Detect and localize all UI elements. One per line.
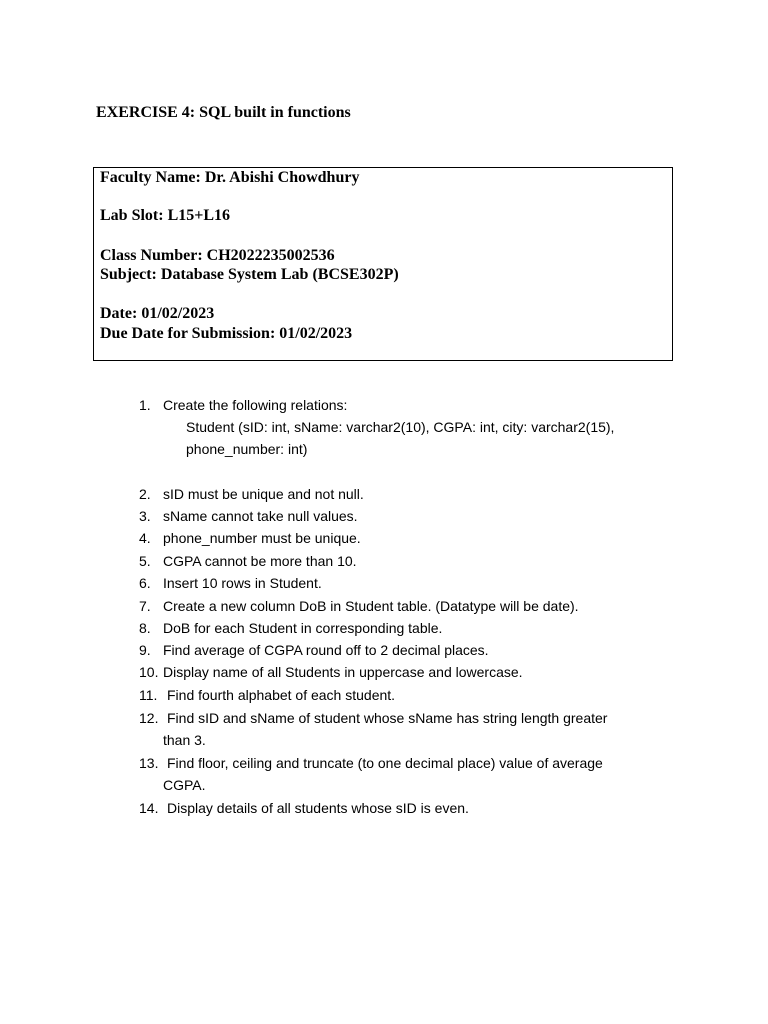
list-item-number: 7. bbox=[139, 598, 151, 614]
date: Date: 01/02/2023 bbox=[100, 305, 215, 322]
list-item-text: Create a new column DoB in Student table. (Datatype will be date). bbox=[163, 598, 579, 614]
list-item-number: 13. bbox=[139, 755, 159, 771]
list-item-text: CGPA cannot be more than 10. bbox=[163, 553, 357, 569]
list-item-text: Insert 10 rows in Student. bbox=[163, 575, 322, 591]
list-item-number: 4. bbox=[139, 530, 151, 546]
list-item-number: 2. bbox=[139, 486, 151, 502]
list-item-number: 11. bbox=[139, 687, 158, 703]
list-item-text: than 3. bbox=[163, 732, 206, 748]
list-item-text: Find floor, ceiling and truncate (to one decimal place) value of average bbox=[167, 755, 603, 771]
subject: Subject: Database System Lab (BCSE302P) bbox=[100, 266, 399, 283]
info-box bbox=[93, 167, 673, 361]
list-item-number: 1. bbox=[139, 397, 151, 413]
faculty-name: Faculty Name: Dr. Abishi Chowdhury bbox=[100, 169, 360, 186]
list-item-number: 5. bbox=[139, 553, 151, 569]
list-item-number: 6. bbox=[139, 575, 151, 591]
lab-slot: Lab Slot: L15+L16 bbox=[100, 207, 231, 224]
list-item-number: 9. bbox=[139, 642, 151, 658]
list-item-text: Find fourth alphabet of each student. bbox=[167, 687, 396, 703]
list-item-number: 10. bbox=[139, 664, 159, 680]
list-item-text: sName cannot take null values. bbox=[163, 508, 358, 524]
list-item-text: phone_number: int) bbox=[186, 441, 308, 457]
list-item-text: phone_number must be unique. bbox=[163, 530, 361, 546]
due-date: Due Date for Submission: 01/02/2023 bbox=[100, 325, 353, 342]
list-item-number: 12. bbox=[139, 710, 159, 726]
list-item-text: Find sID and sName of student whose sName has string length greater bbox=[167, 710, 608, 726]
list-item-number: 8. bbox=[139, 620, 151, 636]
list-item-text: DoB for each Student in corresponding table. bbox=[163, 620, 443, 636]
list-item-text: sID must be unique and not null. bbox=[163, 486, 364, 502]
list-item-text: CGPA. bbox=[163, 777, 206, 793]
list-item-text: Student (sID: int, sName: varchar2(10), CGPA: int, city: varchar2(15), bbox=[186, 419, 615, 435]
list-item-text: Display details of all students whose sID is even. bbox=[167, 800, 469, 816]
list-item-text: Display name of all Students in uppercase and lowercase. bbox=[163, 664, 523, 680]
list-item-text: Find average of CGPA round off to 2 decimal places. bbox=[163, 642, 489, 658]
list-item-text: Create the following relations: bbox=[163, 397, 348, 413]
list-item-number: 14. bbox=[139, 800, 159, 816]
exercise-title: EXERCISE 4: SQL built in functions bbox=[96, 104, 351, 121]
class-number: Class Number: CH2022235002536 bbox=[100, 247, 335, 264]
list-item-number: 3. bbox=[139, 508, 151, 524]
